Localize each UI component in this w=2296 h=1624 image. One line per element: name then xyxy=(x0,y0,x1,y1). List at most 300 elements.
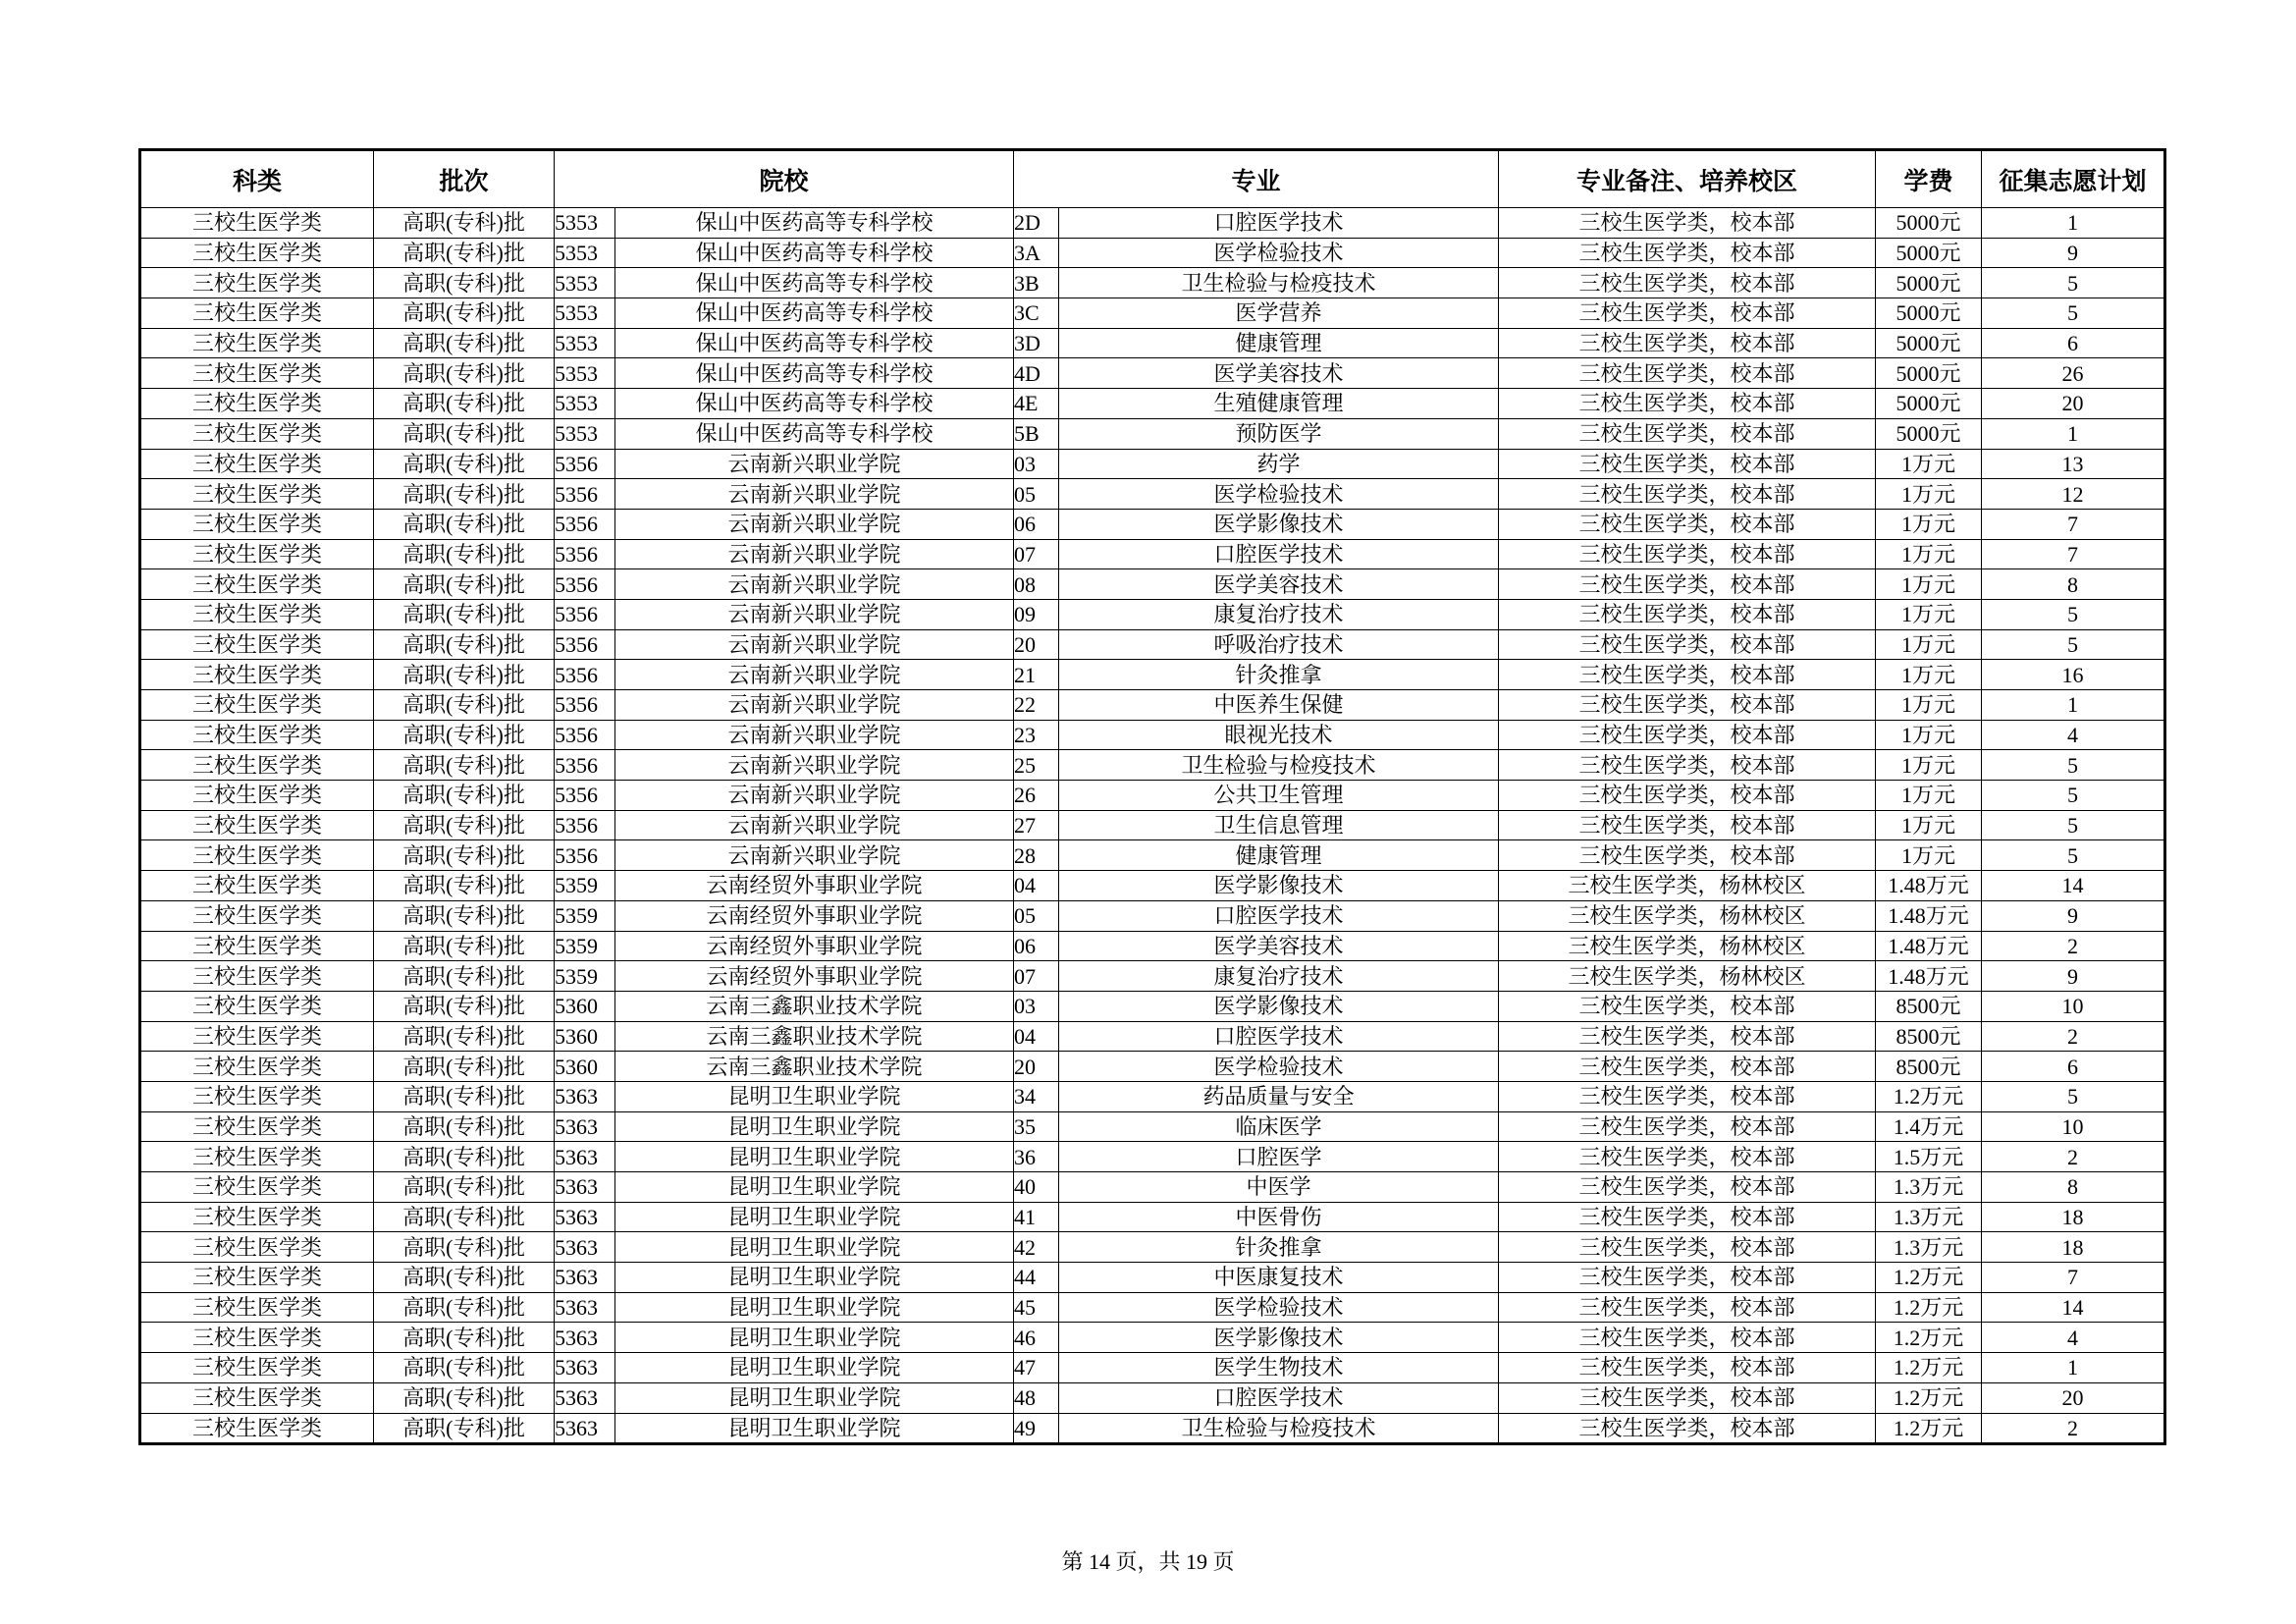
cell-major-code: 4D xyxy=(1014,358,1059,389)
cell-plan: 5 xyxy=(1982,298,2165,329)
cell-batch: 高职(专科)批 xyxy=(374,900,555,931)
cell-school-name: 保山中医药高等专科学校 xyxy=(615,328,1014,358)
cell-major-name: 健康管理 xyxy=(1059,328,1499,358)
cell-school-code: 5356 xyxy=(555,840,615,871)
table-row xyxy=(140,1202,2165,1232)
cell-notes-campus: 三校生医学类，校本部 xyxy=(1499,750,1876,781)
table-row xyxy=(140,840,2165,871)
cell-school-code: 5359 xyxy=(555,900,615,931)
cell-school-name: 保山中医药高等专科学校 xyxy=(615,208,1014,239)
table-row xyxy=(140,660,2165,690)
cell-notes-campus: 三校生医学类，校本部 xyxy=(1499,1202,1876,1232)
cell-notes-campus: 三校生医学类，校本部 xyxy=(1499,1172,1876,1203)
table-row xyxy=(140,1353,2165,1383)
cell-category: 三校生医学类 xyxy=(140,1081,374,1111)
cell-category: 三校生医学类 xyxy=(140,900,374,931)
header-category: 科类 xyxy=(140,150,374,208)
cell-category: 三校生医学类 xyxy=(140,539,374,569)
cell-school-name: 昆明卫生职业学院 xyxy=(615,1323,1014,1353)
cell-notes-campus: 三校生医学类，校本部 xyxy=(1499,1323,1876,1353)
cell-notes-campus: 三校生医学类，校本部 xyxy=(1499,1413,1876,1444)
cell-batch: 高职(专科)批 xyxy=(374,991,555,1021)
cell-tuition: 1.3万元 xyxy=(1876,1232,1982,1263)
cell-major-code: 40 xyxy=(1014,1172,1059,1203)
table-row xyxy=(140,781,2165,811)
cell-major-code: 46 xyxy=(1014,1323,1059,1353)
cell-school-code: 5363 xyxy=(555,1232,615,1263)
cell-category: 三校生医学类 xyxy=(140,298,374,329)
cell-school-code: 5356 xyxy=(555,690,615,721)
cell-batch: 高职(专科)批 xyxy=(374,629,555,660)
cell-school-code: 5363 xyxy=(555,1263,615,1293)
cell-major-name: 中医康复技术 xyxy=(1059,1263,1499,1293)
cell-plan: 2 xyxy=(1982,1142,2165,1172)
cell-plan: 10 xyxy=(1982,991,2165,1021)
cell-category: 三校生医学类 xyxy=(140,1232,374,1263)
cell-notes-campus: 三校生医学类，校本部 xyxy=(1499,208,1876,239)
cell-plan: 6 xyxy=(1982,328,2165,358)
cell-major-name: 卫生检验与检疫技术 xyxy=(1059,1413,1499,1444)
cell-school-code: 5356 xyxy=(555,810,615,840)
cell-school-name: 保山中医药高等专科学校 xyxy=(615,298,1014,329)
cell-major-name: 卫生检验与检疫技术 xyxy=(1059,750,1499,781)
cell-school-name: 昆明卫生职业学院 xyxy=(615,1081,1014,1111)
cell-plan: 2 xyxy=(1982,931,2165,961)
table-row xyxy=(140,991,2165,1021)
cell-school-name: 云南新兴职业学院 xyxy=(615,750,1014,781)
cell-major-name: 口腔医学技术 xyxy=(1059,539,1499,569)
cell-batch: 高职(专科)批 xyxy=(374,358,555,389)
cell-category: 三校生医学类 xyxy=(140,1142,374,1172)
cell-tuition: 1.2万元 xyxy=(1876,1353,1982,1383)
cell-major-name: 医学美容技术 xyxy=(1059,931,1499,961)
cell-batch: 高职(专科)批 xyxy=(374,1263,555,1293)
cell-plan: 18 xyxy=(1982,1232,2165,1263)
cell-category: 三校生医学类 xyxy=(140,1382,374,1413)
cell-major-name: 医学检验技术 xyxy=(1059,479,1499,510)
cell-batch: 高职(专科)批 xyxy=(374,298,555,329)
cell-tuition: 1万元 xyxy=(1876,599,1982,629)
cell-major-code: 23 xyxy=(1014,720,1059,750)
cell-school-code: 5359 xyxy=(555,961,615,992)
cell-notes-campus: 三校生医学类，校本部 xyxy=(1499,991,1876,1021)
cell-batch: 高职(专科)批 xyxy=(374,810,555,840)
cell-notes-campus: 三校生医学类，校本部 xyxy=(1499,328,1876,358)
table-row xyxy=(140,1021,2165,1052)
cell-category: 三校生医学类 xyxy=(140,418,374,449)
cell-tuition: 1.2万元 xyxy=(1876,1081,1982,1111)
cell-notes-campus: 三校生医学类，校本部 xyxy=(1499,781,1876,811)
cell-category: 三校生医学类 xyxy=(140,750,374,781)
cell-school-name: 保山中医药高等专科学校 xyxy=(615,268,1014,298)
cell-school-code: 5363 xyxy=(555,1111,615,1142)
cell-plan: 1 xyxy=(1982,418,2165,449)
cell-notes-campus: 三校生医学类，校本部 xyxy=(1499,660,1876,690)
cell-school-name: 云南新兴职业学院 xyxy=(615,569,1014,600)
cell-batch: 高职(专科)批 xyxy=(374,1202,555,1232)
cell-notes-campus: 三校生医学类，校本部 xyxy=(1499,720,1876,750)
cell-notes-campus: 三校生医学类，校本部 xyxy=(1499,479,1876,510)
cell-tuition: 1.48万元 xyxy=(1876,900,1982,931)
cell-tuition: 1万元 xyxy=(1876,840,1982,871)
cell-plan: 9 xyxy=(1982,238,2165,268)
cell-plan: 10 xyxy=(1982,1111,2165,1142)
cell-major-code: 03 xyxy=(1014,449,1059,479)
cell-major-name: 康复治疗技术 xyxy=(1059,599,1499,629)
cell-notes-campus: 三校生医学类，校本部 xyxy=(1499,358,1876,389)
cell-major-code: 27 xyxy=(1014,810,1059,840)
cell-school-name: 保山中医药高等专科学校 xyxy=(615,358,1014,389)
cell-school-name: 云南新兴职业学院 xyxy=(615,660,1014,690)
table-row xyxy=(140,1142,2165,1172)
table-row xyxy=(140,358,2165,389)
cell-plan: 5 xyxy=(1982,1081,2165,1111)
cell-notes-campus: 三校生医学类，校本部 xyxy=(1499,1052,1876,1082)
cell-school-name: 昆明卫生职业学院 xyxy=(615,1292,1014,1323)
cell-notes-campus: 三校生医学类，校本部 xyxy=(1499,509,1876,539)
cell-major-name: 医学检验技术 xyxy=(1059,238,1499,268)
cell-notes-campus: 三校生医学类，校本部 xyxy=(1499,690,1876,721)
cell-major-name: 口腔医学技术 xyxy=(1059,208,1499,239)
cell-category: 三校生医学类 xyxy=(140,328,374,358)
cell-school-name: 昆明卫生职业学院 xyxy=(615,1413,1014,1444)
table-row xyxy=(140,961,2165,992)
cell-plan: 8 xyxy=(1982,1172,2165,1203)
cell-category: 三校生医学类 xyxy=(140,1323,374,1353)
cell-plan: 13 xyxy=(1982,449,2165,479)
cell-batch: 高职(专科)批 xyxy=(374,599,555,629)
cell-notes-campus: 三校生医学类，校本部 xyxy=(1499,629,1876,660)
cell-major-code: 42 xyxy=(1014,1232,1059,1263)
cell-school-name: 云南经贸外事职业学院 xyxy=(615,871,1014,901)
cell-tuition: 5000元 xyxy=(1876,238,1982,268)
cell-major-name: 药学 xyxy=(1059,449,1499,479)
cell-category: 三校生医学类 xyxy=(140,449,374,479)
cell-category: 三校生医学类 xyxy=(140,358,374,389)
cell-major-name: 医学营养 xyxy=(1059,298,1499,329)
cell-school-code: 5356 xyxy=(555,599,615,629)
table-row xyxy=(140,1323,2165,1353)
table-row xyxy=(140,389,2165,419)
cell-tuition: 5000元 xyxy=(1876,389,1982,419)
cell-notes-campus: 三校生医学类，校本部 xyxy=(1499,268,1876,298)
cell-major-code: 35 xyxy=(1014,1111,1059,1142)
cell-batch: 高职(专科)批 xyxy=(374,781,555,811)
cell-major-name: 口腔医学技术 xyxy=(1059,1382,1499,1413)
header-tuition: 学费 xyxy=(1876,150,1982,208)
cell-tuition: 1.5万元 xyxy=(1876,1142,1982,1172)
cell-major-code: 03 xyxy=(1014,991,1059,1021)
table-row xyxy=(140,1081,2165,1111)
cell-notes-campus: 三校生医学类，校本部 xyxy=(1499,599,1876,629)
cell-major-code: 47 xyxy=(1014,1353,1059,1383)
table-row xyxy=(140,720,2165,750)
cell-tuition: 5000元 xyxy=(1876,418,1982,449)
cell-major-code: 06 xyxy=(1014,931,1059,961)
cell-school-name: 云南三鑫职业技术学院 xyxy=(615,1052,1014,1082)
cell-notes-campus: 三校生医学类，校本部 xyxy=(1499,1021,1876,1052)
cell-batch: 高职(专科)批 xyxy=(374,750,555,781)
cell-school-code: 5353 xyxy=(555,418,615,449)
cell-school-name: 昆明卫生职业学院 xyxy=(615,1202,1014,1232)
cell-tuition: 5000元 xyxy=(1876,358,1982,389)
cell-notes-campus: 三校生医学类，杨林校区 xyxy=(1499,871,1876,901)
table-body xyxy=(140,208,2165,1444)
cell-school-code: 5360 xyxy=(555,1052,615,1082)
cell-school-code: 5363 xyxy=(555,1081,615,1111)
cell-school-name: 云南新兴职业学院 xyxy=(615,629,1014,660)
cell-category: 三校生医学类 xyxy=(140,871,374,901)
cell-plan: 9 xyxy=(1982,961,2165,992)
cell-category: 三校生医学类 xyxy=(140,1172,374,1203)
cell-plan: 5 xyxy=(1982,781,2165,811)
cell-category: 三校生医学类 xyxy=(140,389,374,419)
cell-major-name: 医学影像技术 xyxy=(1059,991,1499,1021)
cell-major-code: 49 xyxy=(1014,1413,1059,1444)
cell-tuition: 1.2万元 xyxy=(1876,1323,1982,1353)
cell-batch: 高职(专科)批 xyxy=(374,268,555,298)
cell-category: 三校生医学类 xyxy=(140,660,374,690)
cell-plan: 1 xyxy=(1982,690,2165,721)
cell-category: 三校生医学类 xyxy=(140,268,374,298)
cell-plan: 6 xyxy=(1982,1052,2165,1082)
cell-major-name: 口腔医学技术 xyxy=(1059,900,1499,931)
cell-tuition: 1万元 xyxy=(1876,781,1982,811)
cell-batch: 高职(专科)批 xyxy=(374,1353,555,1383)
cell-major-code: 3A xyxy=(1014,238,1059,268)
cell-tuition: 5000元 xyxy=(1876,328,1982,358)
cell-batch: 高职(专科)批 xyxy=(374,509,555,539)
cell-major-code: 05 xyxy=(1014,900,1059,931)
cell-plan: 14 xyxy=(1982,871,2165,901)
cell-school-code: 5363 xyxy=(555,1413,615,1444)
cell-notes-campus: 三校生医学类，校本部 xyxy=(1499,539,1876,569)
cell-tuition: 1.4万元 xyxy=(1876,1111,1982,1142)
cell-school-code: 5353 xyxy=(555,268,615,298)
cell-major-name: 医学生物技术 xyxy=(1059,1353,1499,1383)
cell-tuition: 1万元 xyxy=(1876,720,1982,750)
cell-category: 三校生医学类 xyxy=(140,569,374,600)
cell-notes-campus: 三校生医学类，杨林校区 xyxy=(1499,931,1876,961)
cell-category: 三校生医学类 xyxy=(140,238,374,268)
cell-batch: 高职(专科)批 xyxy=(374,871,555,901)
cell-tuition: 5000元 xyxy=(1876,208,1982,239)
cell-school-code: 5363 xyxy=(555,1172,615,1203)
cell-major-code: 4E xyxy=(1014,389,1059,419)
table-row xyxy=(140,208,2165,239)
cell-major-name: 中医骨伤 xyxy=(1059,1202,1499,1232)
cell-school-name: 云南三鑫职业技术学院 xyxy=(615,991,1014,1021)
table-row xyxy=(140,599,2165,629)
cell-major-name: 呼吸治疗技术 xyxy=(1059,629,1499,660)
cell-major-code: 44 xyxy=(1014,1263,1059,1293)
cell-category: 三校生医学类 xyxy=(140,1052,374,1082)
cell-school-code: 5356 xyxy=(555,569,615,600)
cell-batch: 高职(专科)批 xyxy=(374,418,555,449)
cell-major-name: 针灸推拿 xyxy=(1059,1232,1499,1263)
cell-school-name: 云南经贸外事职业学院 xyxy=(615,900,1014,931)
cell-batch: 高职(专科)批 xyxy=(374,1232,555,1263)
table-row xyxy=(140,418,2165,449)
cell-batch: 高职(专科)批 xyxy=(374,1142,555,1172)
cell-school-code: 5353 xyxy=(555,358,615,389)
table-row xyxy=(140,1413,2165,1444)
cell-tuition: 1万元 xyxy=(1876,449,1982,479)
cell-tuition: 1万元 xyxy=(1876,539,1982,569)
cell-notes-campus: 三校生医学类，校本部 xyxy=(1499,1111,1876,1142)
cell-major-code: 26 xyxy=(1014,781,1059,811)
header-school: 院校 xyxy=(555,150,1014,208)
cell-school-name: 保山中医药高等专科学校 xyxy=(615,238,1014,268)
table-row xyxy=(140,1292,2165,1323)
cell-plan: 26 xyxy=(1982,358,2165,389)
cell-major-code: 20 xyxy=(1014,629,1059,660)
cell-tuition: 1.48万元 xyxy=(1876,931,1982,961)
table-row xyxy=(140,900,2165,931)
header-notes-campus: 专业备注、培养校区 xyxy=(1499,150,1876,208)
cell-category: 三校生医学类 xyxy=(140,961,374,992)
cell-notes-campus: 三校生医学类，校本部 xyxy=(1499,810,1876,840)
cell-tuition: 5000元 xyxy=(1876,268,1982,298)
cell-school-name: 昆明卫生职业学院 xyxy=(615,1232,1014,1263)
cell-batch: 高职(专科)批 xyxy=(374,449,555,479)
cell-school-name: 保山中医药高等专科学校 xyxy=(615,418,1014,449)
cell-plan: 1 xyxy=(1982,1353,2165,1383)
cell-category: 三校生医学类 xyxy=(140,1202,374,1232)
cell-school-name: 云南新兴职业学院 xyxy=(615,720,1014,750)
table-row xyxy=(140,931,2165,961)
table-row xyxy=(140,810,2165,840)
cell-major-code: 06 xyxy=(1014,509,1059,539)
cell-school-code: 5363 xyxy=(555,1382,615,1413)
page-footer: 第 14 页，共 19 页 xyxy=(1061,1549,1235,1574)
table-row xyxy=(140,298,2165,329)
cell-batch: 高职(专科)批 xyxy=(374,1052,555,1082)
cell-plan: 7 xyxy=(1982,1263,2165,1293)
cell-batch: 高职(专科)批 xyxy=(374,1172,555,1203)
cell-tuition: 1万元 xyxy=(1876,690,1982,721)
cell-tuition: 1.2万元 xyxy=(1876,1382,1982,1413)
cell-major-code: 08 xyxy=(1014,569,1059,600)
table-row xyxy=(140,479,2165,510)
cell-school-code: 5356 xyxy=(555,750,615,781)
cell-notes-campus: 三校生医学类，杨林校区 xyxy=(1499,900,1876,931)
cell-notes-campus: 三校生医学类，校本部 xyxy=(1499,1232,1876,1263)
cell-category: 三校生医学类 xyxy=(140,509,374,539)
cell-major-name: 医学检验技术 xyxy=(1059,1292,1499,1323)
cell-plan: 5 xyxy=(1982,840,2165,871)
cell-batch: 高职(专科)批 xyxy=(374,1382,555,1413)
cell-tuition: 1万元 xyxy=(1876,569,1982,600)
cell-notes-campus: 三校生医学类，校本部 xyxy=(1499,238,1876,268)
cell-major-name: 康复治疗技术 xyxy=(1059,961,1499,992)
cell-plan: 5 xyxy=(1982,629,2165,660)
cell-school-name: 云南经贸外事职业学院 xyxy=(615,931,1014,961)
cell-school-code: 5356 xyxy=(555,509,615,539)
cell-batch: 高职(专科)批 xyxy=(374,539,555,569)
cell-tuition: 1.3万元 xyxy=(1876,1172,1982,1203)
cell-school-name: 云南经贸外事职业学院 xyxy=(615,961,1014,992)
cell-school-code: 5353 xyxy=(555,208,615,239)
cell-category: 三校生医学类 xyxy=(140,1292,374,1323)
cell-school-code: 5353 xyxy=(555,238,615,268)
cell-notes-campus: 三校生医学类，校本部 xyxy=(1499,418,1876,449)
cell-category: 三校生医学类 xyxy=(140,931,374,961)
cell-tuition: 1.48万元 xyxy=(1876,961,1982,992)
cell-major-code: 09 xyxy=(1014,599,1059,629)
cell-plan: 18 xyxy=(1982,1202,2165,1232)
header-major: 专业 xyxy=(1014,150,1499,208)
cell-school-name: 昆明卫生职业学院 xyxy=(615,1172,1014,1203)
cell-batch: 高职(专科)批 xyxy=(374,238,555,268)
table-row xyxy=(140,629,2165,660)
table-row xyxy=(140,1232,2165,1263)
cell-tuition: 5000元 xyxy=(1876,298,1982,329)
cell-major-code: 34 xyxy=(1014,1081,1059,1111)
cell-school-code: 5356 xyxy=(555,781,615,811)
cell-major-name: 生殖健康管理 xyxy=(1059,389,1499,419)
cell-major-code: 2D xyxy=(1014,208,1059,239)
cell-major-code: 48 xyxy=(1014,1382,1059,1413)
table-row xyxy=(140,509,2165,539)
cell-batch: 高职(专科)批 xyxy=(374,208,555,239)
table-row xyxy=(140,449,2165,479)
cell-school-name: 云南新兴职业学院 xyxy=(615,599,1014,629)
cell-major-name: 口腔医学技术 xyxy=(1059,1021,1499,1052)
cell-plan: 1 xyxy=(1982,208,2165,239)
table-row xyxy=(140,871,2165,901)
cell-school-name: 云南三鑫职业技术学院 xyxy=(615,1021,1014,1052)
cell-school-name: 云南新兴职业学院 xyxy=(615,509,1014,539)
cell-plan: 9 xyxy=(1982,900,2165,931)
cell-school-name: 昆明卫生职业学院 xyxy=(615,1382,1014,1413)
enrollment-plan-table xyxy=(138,148,2166,1445)
cell-batch: 高职(专科)批 xyxy=(374,931,555,961)
cell-category: 三校生医学类 xyxy=(140,840,374,871)
cell-plan: 4 xyxy=(1982,720,2165,750)
cell-major-code: 22 xyxy=(1014,690,1059,721)
cell-school-name: 云南新兴职业学院 xyxy=(615,690,1014,721)
cell-school-code: 5360 xyxy=(555,991,615,1021)
cell-notes-campus: 三校生医学类，校本部 xyxy=(1499,1142,1876,1172)
cell-notes-campus: 三校生医学类，校本部 xyxy=(1499,389,1876,419)
cell-plan: 14 xyxy=(1982,1292,2165,1323)
cell-major-code: 20 xyxy=(1014,1052,1059,1082)
cell-school-code: 5356 xyxy=(555,720,615,750)
cell-plan: 8 xyxy=(1982,569,2165,600)
cell-batch: 高职(专科)批 xyxy=(374,479,555,510)
cell-major-name: 临床医学 xyxy=(1059,1111,1499,1142)
cell-batch: 高职(专科)批 xyxy=(374,1081,555,1111)
cell-category: 三校生医学类 xyxy=(140,479,374,510)
cell-school-code: 5360 xyxy=(555,1021,615,1052)
cell-major-name: 药品质量与安全 xyxy=(1059,1081,1499,1111)
cell-school-name: 云南新兴职业学院 xyxy=(615,539,1014,569)
cell-batch: 高职(专科)批 xyxy=(374,389,555,419)
cell-major-name: 针灸推拿 xyxy=(1059,660,1499,690)
cell-major-code: 41 xyxy=(1014,1202,1059,1232)
cell-major-code: 04 xyxy=(1014,871,1059,901)
cell-school-code: 5363 xyxy=(555,1142,615,1172)
table-header-row xyxy=(140,150,2165,208)
cell-school-name: 云南新兴职业学院 xyxy=(615,840,1014,871)
cell-category: 三校生医学类 xyxy=(140,1353,374,1383)
table-row xyxy=(140,750,2165,781)
cell-plan: 20 xyxy=(1982,389,2165,419)
cell-major-code: 21 xyxy=(1014,660,1059,690)
cell-school-name: 云南新兴职业学院 xyxy=(615,479,1014,510)
cell-plan: 5 xyxy=(1982,268,2165,298)
